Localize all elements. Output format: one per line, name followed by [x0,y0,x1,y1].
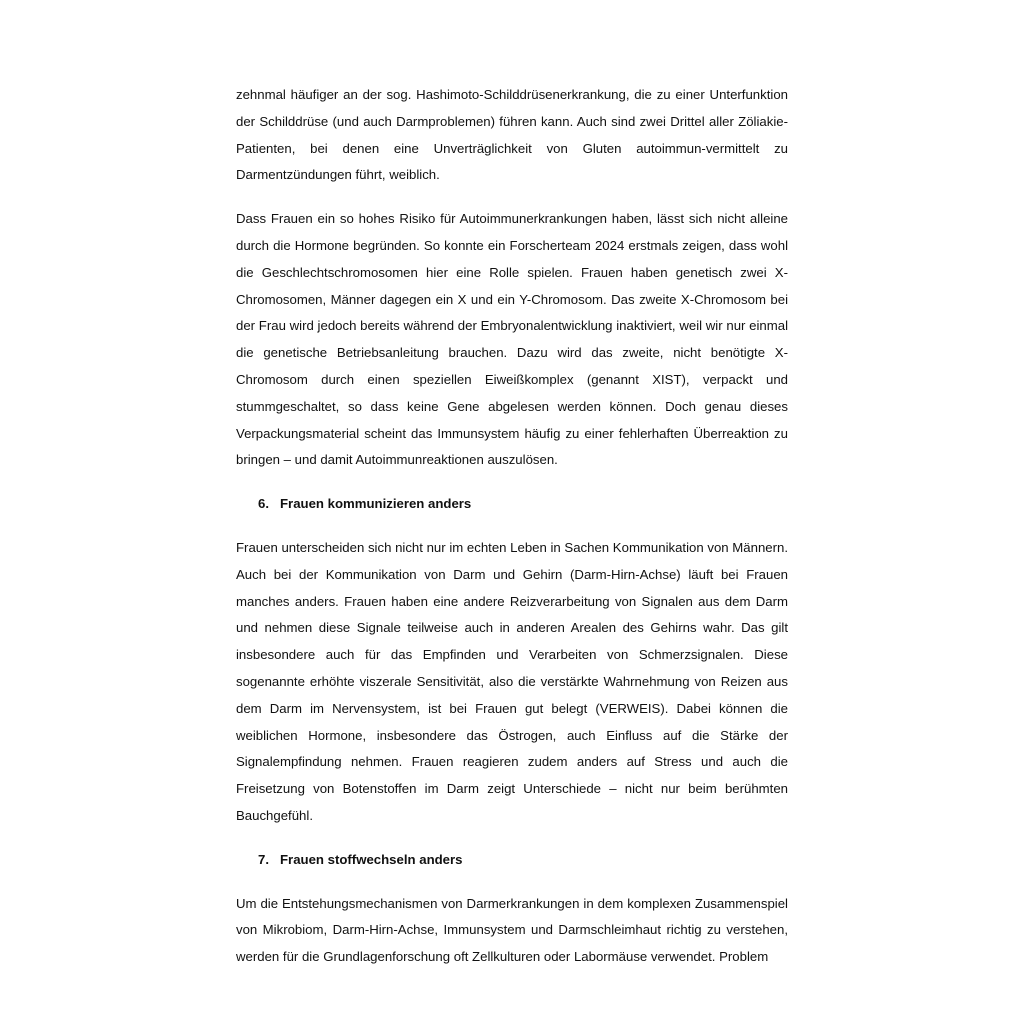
paragraph-spacer [236,474,788,491]
paragraph-spacer [236,830,788,847]
section-title: Frauen kommunizieren anders [280,496,472,512]
section-number: 7. [258,851,269,867]
paragraph-spacer [236,874,788,891]
paragraph-autoimmune-intro: zehnmal häufiger an der sog. Hashimoto-Schilddrüsenerkrankung, die zu einer Unterfunktion der Schilddrüse (und auch Darmproblemen) führen kann. Auch sind zwei Drittel aller Zöliakie-Patienten, bei denen eine Unverträglichkeit von Gluten autoimmun-vermittelt zu Darmentzündungen führt, weiblich. [236,87,788,183]
paragraph-chromosomes: Dass Frauen ein so hohes Risiko für Autoimmunerkrankungen haben, lässt sich nicht alleine durch die Hormone begründen. So konnte ein Forscherteam 2024 erstmals zeigen, dass wohl die Geschlechtschromosomen hier eine Rolle spielen. Frauen haben genetisch zwei X-Chromosomen, Männer dagegen ein X und ein Y-Chromosom. Das zweite X-Chromosom bei der Frau wird jedoch bereits während der Embryonalentwicklung inaktiviert, weil wir nur einmal die genetische Betriebsanleitung brauchen. Dazu wird das zweite, nicht benötigte X-Chromosom durch einen speziellen Eiweißkomplex (genannt XIST), verpackt und stummgeschaltet, so dass keine Gene abgelesen werden können. Doch genau dieses Verpackungsmaterial scheint das Immunsystem häufig zu einer fehlerhaften Überreaktion zu bringen – und damit Autoimmunreaktionen auszulösen. [236,211,788,468]
paragraph-metabolism: Um die Entstehungsmechanismen von Darmerkrankungen in dem komplexen Zusammenspiel von Mikrobiom, Darm-Hirn-Achse, Immunsystem und Darmschleimhaut richtig zu verstehen, werden für die Grundlagenforschung oft Zellkulturen oder Labormäuse verwendet. Problem [236,895,788,965]
paragraph-spacer [236,189,788,206]
section-title: Frauen stoffwechseln anders [280,851,463,867]
section-number: 6. [258,496,269,512]
section-heading-7 [236,847,788,874]
paragraph-spacer [236,518,788,535]
section-heading-6 [236,491,788,518]
document-page [236,82,788,971]
paragraph-communication: Frauen unterscheiden sich nicht nur im echten Leben in Sachen Kommunikation von Männern. Auch bei der Kommunikation von Darm und Gehirn (Darm-Hirn-Achse) läuft bei Frauen manches anders. Frauen haben eine andere Reizverarbeitung von Signalen aus dem Darm und nehmen diese Signale teilweise auch in anderen Arealen des Gehirns wahr. Das gilt insbesondere auch für das Empfinden und Verarbeiten von Schmerzsignalen. Diese sogenannte erhöhte viszerale Sensitivität, also die verstärkte Wahrnehmung von Reizen aus dem Darm im Nervensystem, ist bei Frauen gut belegt (VERWEIS). Dabei können die weiblichen Hormone, insbesondere das Östrogen, auch Einfluss auf die Stärke der Signalempfindung nehmen. Frauen reagieren zudem anders auf Stress und auch die Freisetzung von Botenstoffen im Darm zeigt Unterschiede – nicht nur beim berühmten Bauchgefühl. [236,539,789,823]
